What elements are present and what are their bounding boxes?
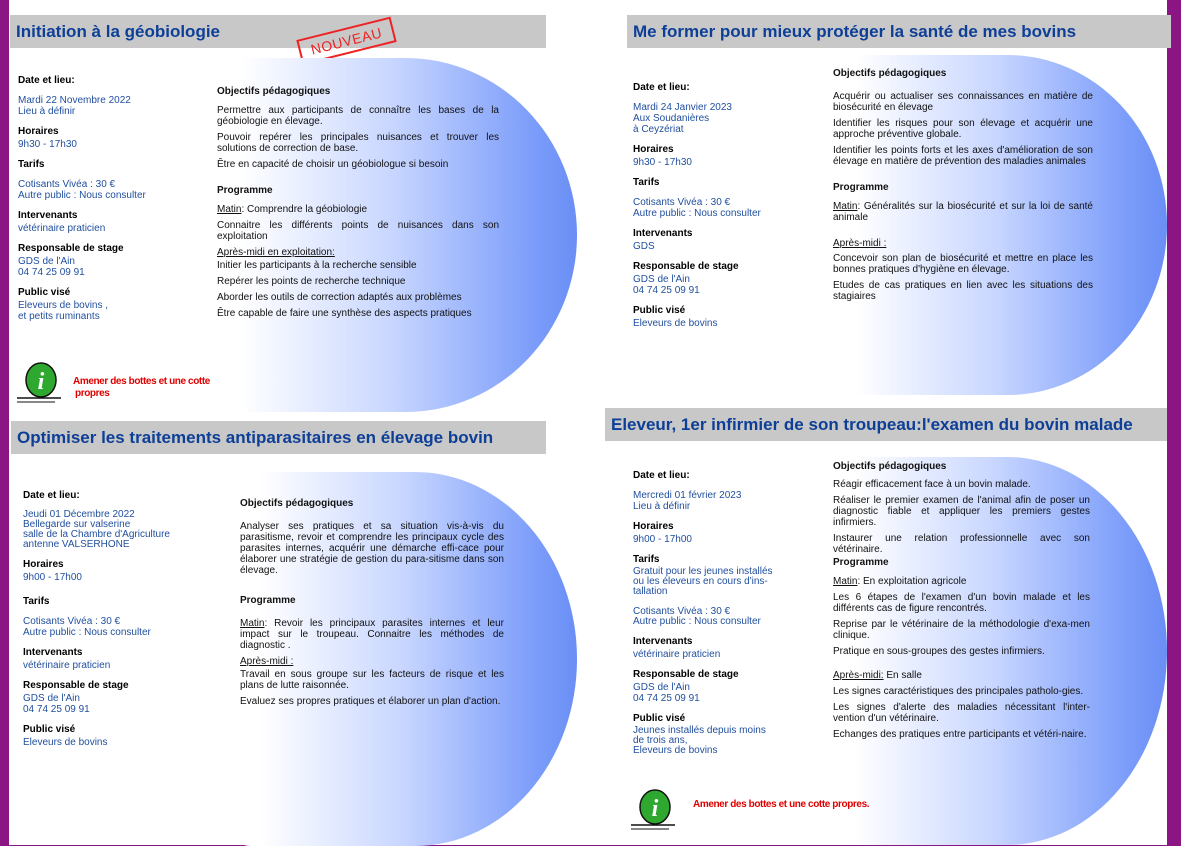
manager-value: GDS de l'Ain 04 74 25 09 91 [23, 693, 90, 715]
hours-label: Horaires [633, 521, 674, 532]
morning-label: Matin [833, 576, 858, 587]
objectives-heading: Objectifs pédagogiques [833, 461, 947, 472]
manager-value: GDS de l'Ain 04 74 25 09 91 [633, 274, 700, 296]
afternoon-label: Après-midi en exploitation: [217, 247, 335, 258]
manager-label: Responsable de stage [18, 243, 124, 254]
programme-text [217, 86, 499, 324]
speakers-value: vétérinaire praticien [633, 649, 721, 660]
programme-item: Evaluez ses propres pratiques et élaborer un plan d'action. [240, 696, 501, 707]
hours-label: Horaires [23, 559, 64, 570]
afternoon-label: Après-midi : [833, 238, 887, 249]
objectives-heading: Objectifs pédagogiques [240, 498, 354, 509]
programme-item: Connaitre les différents points de nuisances dans son exploitation [217, 220, 499, 242]
programme-item: Les signes d'alerte des maladies nécessitant l'inter-vention d'un vétérinaire. [833, 702, 1090, 724]
info-icon [15, 360, 63, 404]
card-title: Initiation à la géobiologie [10, 15, 546, 48]
card-title: Me former pour mieux protéger la santé de mes bovins [627, 15, 1171, 48]
manager-label: Responsable de stage [23, 680, 129, 691]
programme-item: Les signes caractéristiques des principales patholo-gies. [833, 686, 1084, 697]
info-icon [629, 787, 677, 831]
price-value: Gratuit pour les jeunes installés ou les éleveurs en cours d'ins- tallation Cotisants Vivéa : 30 € Autre public : Nous consulter [633, 566, 773, 627]
programme-item: Les 6 étapes de l'examen d'un bovin malade et les différents cas de figure rencontrés. [833, 592, 1090, 614]
morning-label: Matin [833, 201, 858, 212]
programme-heading: Programme [833, 557, 889, 568]
date-value: Mardi 24 Janvier 2023 Aux Soudanières à Ceyzériat [633, 102, 732, 135]
afternoon-text: En salle [883, 670, 922, 681]
morning-line [833, 201, 1093, 223]
audience-value: Eleveurs de bovins [23, 737, 108, 748]
hours-value: 9h00 - 17h00 [23, 572, 82, 583]
manager-value: GDS de l'Ain 04 74 25 09 91 [633, 682, 700, 704]
objective-item: Identifier les points forts et les axes d'amélioration de son élevage en matière de prévention des maladies animales [833, 145, 1093, 167]
programme-item: Etudes de cas pratiques en lien avec les situations des stagiaires [833, 280, 1093, 302]
programme-item: Travail en sous groupe sur les facteurs de risque et les plans de lutte raisonnée. [240, 669, 504, 691]
audience-value: Eleveurs de bovins [633, 318, 718, 329]
hours-value: 9h00 - 17h00 [633, 534, 692, 545]
objective-item: Pouvoir repérer les principales nuisances et trouver les solutions de correction de base. [217, 132, 499, 154]
audience-label: Public visé [633, 713, 686, 724]
price-label: Tarifs [633, 554, 660, 565]
date-label: Date et lieu: [633, 470, 690, 481]
training-card-antiparasitaires [9, 418, 589, 845]
morning-text: : Généralités sur la biosécurité et sur la loi de santé animale [833, 201, 1093, 223]
morning-line [217, 204, 499, 215]
date-label: Date et lieu: [18, 75, 75, 86]
price-value: Cotisants Vivéa : 30 € Autre public : Nous consulter [633, 197, 761, 219]
objective-item: Acquérir ou actualiser ses connaissances en matière de biosécurité en élevage [833, 91, 1093, 113]
programme-item: Aborder les outils de correction adaptés aux problèmes [217, 292, 462, 303]
programme-item: Pratique en sous-groupes des gestes infirmiers. [833, 646, 1045, 657]
brochure-page [9, 0, 1167, 845]
morning-line [240, 618, 504, 651]
objective-item: Identifier les risques pour son élevage et acquérir une approche préventive globale. [833, 118, 1093, 140]
date-value: Mardi 22 Novembre 2022 Lieu à définir [18, 95, 131, 117]
programme-text [833, 68, 1093, 307]
price-value: Cotisants Vivéa : 30 € Autre public : Nous consulter [18, 179, 146, 201]
price-label: Tarifs [23, 596, 50, 607]
audience-label: Public visé [23, 724, 76, 735]
programme-item: Concevoir son plan de biosécurité et mettre en place les bonnes pratiques d'hygiène en élevage. [833, 253, 1093, 275]
manager-label: Responsable de stage [633, 669, 739, 680]
svg-text:i: i [651, 796, 659, 822]
programme-heading: Programme [833, 182, 889, 193]
equipment-note: Amener des bottes et une cotte propres. [693, 799, 870, 810]
training-details [23, 490, 208, 748]
programme-heading: Programme [217, 185, 273, 196]
price-label: Tarifs [18, 159, 45, 170]
programme-item: Repérer les points de recherche technique [217, 276, 406, 287]
morning-text: : Comprendre la géobiologie [241, 204, 368, 215]
objective-item: Analyser ses pratiques et sa situation vis-à-vis du parasitisme, revoir et comprendre les principaux cycle des parasites internes, acquérir une démarche effi-cace pour élaborer une stratégie de gestion du para-sitisme dans son élevage. [240, 521, 504, 576]
svg-text:i: i [37, 369, 45, 395]
afternoon-line [240, 656, 504, 667]
training-details [18, 75, 203, 322]
objectives-heading: Objectifs pédagogiques [217, 86, 331, 97]
speakers-value: vétérinaire praticien [18, 223, 106, 234]
speakers-value: GDS [633, 241, 655, 252]
objective-item: Permettre aux participants de connaître les bases de la géobiologie en élevage. [217, 105, 499, 127]
equipment-note: Amener des bottes et une cotte propres [73, 376, 210, 399]
price-value: Cotisants Vivéa : 30 € Autre public : Nous consulter [23, 616, 151, 638]
card-title: Optimiser les traitements antiparasitaires en élevage bovin [11, 421, 546, 454]
hours-label: Horaires [18, 126, 59, 137]
hours-label: Horaires [633, 144, 674, 155]
training-card-bovin-malade [605, 405, 1167, 845]
morning-text: : Revoir les principaux parasites internes et leur impact sur le troupeau. Connaitre les méthodes de diagnostic . [240, 618, 504, 651]
afternoon-label: Après-midi : [240, 656, 294, 667]
afternoon-line [833, 238, 1093, 249]
audience-label: Public visé [18, 287, 71, 298]
programme-item: Initier les participants à la recherche sensible [217, 260, 417, 271]
morning-text: : En exploitation agricole [857, 576, 967, 587]
morning-label: Matin [240, 618, 265, 629]
objective-item: Réagir efficacement face à un bovin malade. [833, 479, 1031, 490]
morning-line [833, 576, 1090, 587]
training-details [633, 470, 818, 756]
programme-item: Echanges des pratiques entre participants et vétéri-naire. [833, 729, 1087, 740]
training-details [633, 82, 818, 329]
speakers-value: vétérinaire praticien [23, 660, 111, 671]
afternoon-line [217, 247, 499, 258]
audience-label: Public visé [633, 305, 686, 316]
programme-item: Être capable de faire une synthèse des aspects pratiques [217, 308, 472, 319]
programme-item: Reprise par le vétérinaire de la méthodologie d'exa-men clinique. [833, 619, 1090, 641]
training-card-geobiologie [9, 0, 589, 420]
afternoon-label: Après-midi: [833, 670, 884, 681]
speakers-label: Intervenants [633, 636, 693, 647]
speakers-label: Intervenants [18, 210, 78, 221]
speakers-label: Intervenants [633, 228, 693, 239]
manager-value: GDS de l'Ain 04 74 25 09 91 [18, 256, 85, 278]
programme-text [833, 461, 1090, 745]
objective-item: Être en capacité de choisir un géobiologue si besoin [217, 159, 449, 170]
card-title: Eleveur, 1er infirmier de son troupeau:l'examen du bovin malade [605, 408, 1167, 441]
date-label: Date et lieu: [23, 490, 80, 501]
objectives-heading: Objectifs pédagogiques [833, 68, 947, 79]
date-label: Date et lieu: [633, 82, 690, 93]
programme-text [240, 498, 504, 712]
new-stamp: NOUVEAU [296, 17, 396, 66]
speakers-label: Intervenants [23, 647, 83, 658]
hours-value: 9h30 - 17h30 [633, 157, 692, 168]
objective-item: Réaliser le premier examen de l'animal afin de poser un diagnostic fiable et appliquer les premiers gestes infirmiers. [833, 495, 1090, 528]
hours-value: 9h30 - 17h30 [18, 139, 77, 150]
manager-label: Responsable de stage [633, 261, 739, 272]
price-label: Tarifs [633, 177, 660, 188]
date-value: Jeudi 01 Décembre 2022 Bellegarde sur valserine salle de la Chambre d'Agriculture antenne VALSERHONE [23, 509, 170, 550]
date-value: Mercredi 01 février 2023 Lieu à définir [633, 490, 742, 512]
afternoon-line [833, 670, 1090, 681]
objective-item: Instaurer une relation professionnelle avec son vétérinaire. [833, 533, 1090, 555]
training-card-biosecurite [609, 0, 1167, 400]
morning-label: Matin [217, 204, 242, 215]
audience-value: Eleveurs de bovins , et petits ruminants [18, 300, 109, 322]
programme-heading: Programme [240, 595, 296, 606]
audience-value: Jeunes installés depuis moins de trois ans, Eleveurs de bovins [633, 725, 766, 756]
